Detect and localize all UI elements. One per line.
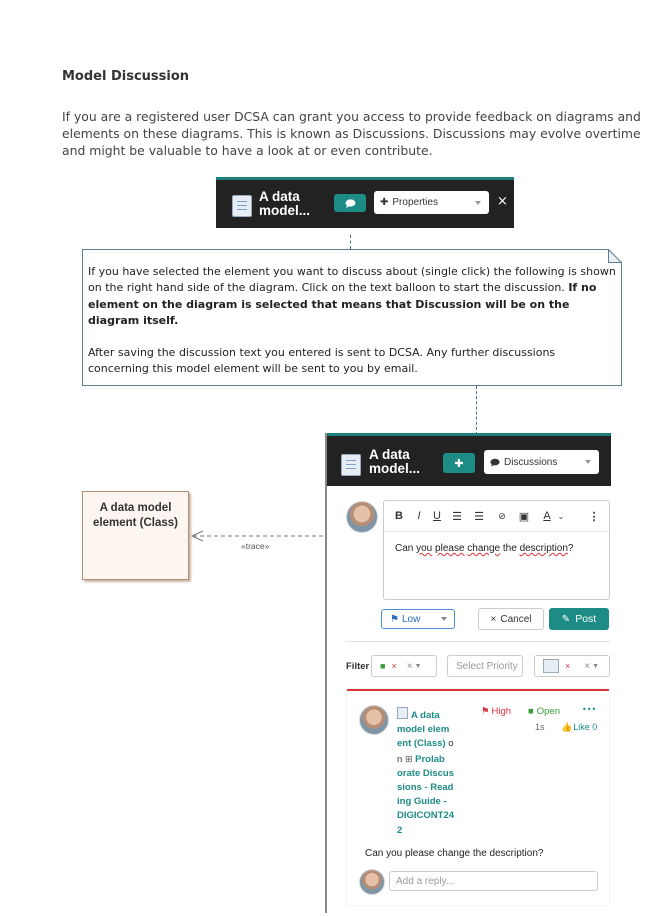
discussion-button[interactable] bbox=[334, 194, 366, 212]
header-title-line1: A data bbox=[259, 189, 300, 204]
open-lock-icon: ■ bbox=[528, 706, 534, 717]
priority-value: Low bbox=[401, 613, 421, 625]
link-icon[interactable]: ⊘ bbox=[498, 510, 506, 521]
like-button[interactable] bbox=[561, 722, 597, 733]
chevron-down-icon[interactable]: ⌄ bbox=[557, 511, 565, 521]
document-icon bbox=[232, 195, 252, 217]
ref-text: A data bbox=[411, 710, 440, 721]
ref-text: 2 bbox=[397, 824, 403, 836]
document-icon bbox=[397, 707, 408, 719]
element-filter[interactable] bbox=[534, 655, 610, 677]
properties-button[interactable] bbox=[443, 453, 475, 473]
remove-icon[interactable]: × bbox=[565, 661, 571, 671]
filter-label: Filter bbox=[346, 661, 370, 672]
class-element-label bbox=[83, 501, 188, 531]
class-element-label-line2: element (Class) bbox=[92, 517, 178, 529]
bullet-list-icon[interactable]: ☰ bbox=[452, 510, 462, 523]
reply-input[interactable] bbox=[389, 871, 598, 891]
cancel-label: Cancel bbox=[500, 613, 532, 625]
note-text-bold: If no element on the diagram is selected that means that Discussion will be on the diagram itself. bbox=[88, 281, 597, 327]
class-element-label-line1: A data model bbox=[99, 502, 172, 514]
close-icon[interactable]: × bbox=[497, 194, 508, 209]
document-icon bbox=[543, 659, 559, 673]
close-icon: × bbox=[490, 613, 497, 625]
more-icon[interactable]: ••• bbox=[582, 705, 597, 714]
header-snippet-top bbox=[216, 177, 514, 228]
chevron-down-icon: ▼ bbox=[414, 662, 422, 670]
editor-text-part: ? bbox=[567, 543, 574, 554]
speech-bubble-icon bbox=[345, 199, 356, 208]
speech-bubble-icon bbox=[490, 458, 500, 467]
panel-border bbox=[325, 433, 327, 913]
more-icon[interactable]: ⋮ bbox=[588, 510, 600, 523]
edit-icon: ✎ bbox=[561, 613, 571, 625]
view-select[interactable] bbox=[484, 450, 599, 474]
underline-button[interactable]: U bbox=[433, 510, 441, 522]
connector-line bbox=[476, 386, 477, 435]
thumbs-up-icon: 👍 bbox=[561, 722, 573, 732]
editor-text-part: description bbox=[519, 543, 568, 554]
reply-avatar bbox=[359, 869, 385, 895]
ref-text: DIGICONT24 bbox=[397, 810, 455, 822]
italic-button[interactable]: I bbox=[417, 510, 421, 522]
ref-text: sions - Read bbox=[397, 782, 454, 794]
puzzle-icon: ✚ bbox=[380, 197, 389, 208]
editor-text-part: you bbox=[416, 543, 433, 554]
ref-text: o bbox=[448, 738, 454, 750]
header-title bbox=[259, 190, 310, 218]
editor-text-part: change bbox=[467, 543, 501, 554]
editor-text-part: please bbox=[435, 543, 465, 554]
open-lock-icon: ■ bbox=[380, 661, 386, 671]
trace-label: «trace» bbox=[241, 541, 270, 551]
view-select-value: Discussions bbox=[504, 456, 558, 468]
remove-icon[interactable]: × bbox=[391, 661, 397, 671]
ref-text: ent (Class) bbox=[397, 738, 446, 750]
panel-header bbox=[327, 433, 611, 486]
ref-text: Prolab bbox=[415, 753, 445, 765]
ref-text: ing Guide - bbox=[397, 796, 447, 808]
note-text bbox=[88, 264, 618, 378]
chevron-down-icon bbox=[441, 617, 447, 621]
chevron-down-icon: ▼ bbox=[592, 662, 600, 670]
header-title-line2: model... bbox=[259, 203, 311, 218]
status-badge[interactable] bbox=[528, 706, 560, 717]
puzzle-icon: ✚ bbox=[454, 456, 464, 470]
ref-text: model elem bbox=[397, 724, 450, 736]
view-select-value: Properties bbox=[392, 197, 438, 208]
editor-text-part: Can bbox=[395, 543, 417, 554]
font-color-button[interactable]: A bbox=[543, 510, 551, 522]
comment-card bbox=[347, 689, 609, 905]
comment-avatar bbox=[359, 705, 389, 735]
comment-editor[interactable] bbox=[383, 500, 610, 600]
priority-badge-label: High bbox=[491, 706, 512, 717]
clear-icon[interactable]: × bbox=[584, 660, 591, 672]
chevron-down-icon bbox=[585, 460, 591, 464]
numbered-list-icon[interactable]: ☰ bbox=[474, 510, 484, 523]
like-label: Like 0 bbox=[573, 722, 598, 732]
editor-text-part: the bbox=[500, 543, 520, 554]
bold-button[interactable]: B bbox=[395, 510, 403, 522]
editor-text bbox=[395, 543, 573, 554]
comment-age: 1s bbox=[535, 722, 545, 732]
cancel-button[interactable] bbox=[478, 608, 544, 630]
flag-icon: ⚑ bbox=[481, 706, 490, 717]
diagram-icon: ⊞ bbox=[404, 753, 413, 764]
flag-icon: ⚑ bbox=[390, 613, 399, 625]
post-button[interactable] bbox=[549, 608, 609, 630]
note-text-part1: If you have selected the element you want to discuss about (single click) the following is shown on the right hand side of the diagram. Click on the text balloon to start the discussion. bbox=[88, 265, 616, 295]
priority-filter[interactable] bbox=[447, 655, 523, 677]
divider bbox=[346, 641, 610, 642]
note-fold-corner bbox=[608, 249, 622, 263]
view-select[interactable] bbox=[374, 191, 489, 214]
comment-element-ref[interactable] bbox=[397, 707, 472, 838]
comment-body: Can you please change the description? bbox=[365, 848, 544, 859]
priority-badge[interactable] bbox=[481, 706, 511, 717]
section-title: Model Discussion bbox=[62, 69, 190, 84]
connector-line bbox=[350, 235, 351, 249]
class-element[interactable] bbox=[82, 491, 189, 580]
panel-title-line1: A data bbox=[369, 447, 410, 462]
priority-select[interactable] bbox=[381, 609, 455, 629]
document-icon bbox=[341, 454, 361, 476]
reply-placeholder: Add a reply... bbox=[396, 875, 455, 887]
clear-icon[interactable]: × bbox=[406, 660, 413, 672]
note-box bbox=[82, 249, 622, 386]
note-text-part2: After saving the discussion text you entered is sent to DCSA. Any further discussions concerning this model element will be sent to you by email. bbox=[88, 346, 556, 376]
intro-paragraph: If you are a registered user DCSA can grant you access to provide feedback on diagrams and elements on these diagrams. This is known as Discussions. Discussions may evolve overtime and might be valuable to have a look at or even contribute. bbox=[62, 109, 641, 158]
priority-filter-placeholder: Select Priority bbox=[456, 660, 518, 672]
chevron-down-icon bbox=[475, 201, 481, 205]
ref-text: n bbox=[397, 753, 403, 765]
status-badge-label: Open bbox=[536, 706, 560, 717]
panel-title bbox=[369, 448, 420, 476]
user-avatar bbox=[346, 501, 378, 533]
status-filter[interactable] bbox=[371, 655, 437, 677]
post-label: Post bbox=[575, 613, 597, 625]
ref-text: orate Discus bbox=[397, 767, 455, 779]
image-icon[interactable]: ▣ bbox=[518, 510, 530, 523]
panel-title-line2: model... bbox=[369, 461, 421, 476]
